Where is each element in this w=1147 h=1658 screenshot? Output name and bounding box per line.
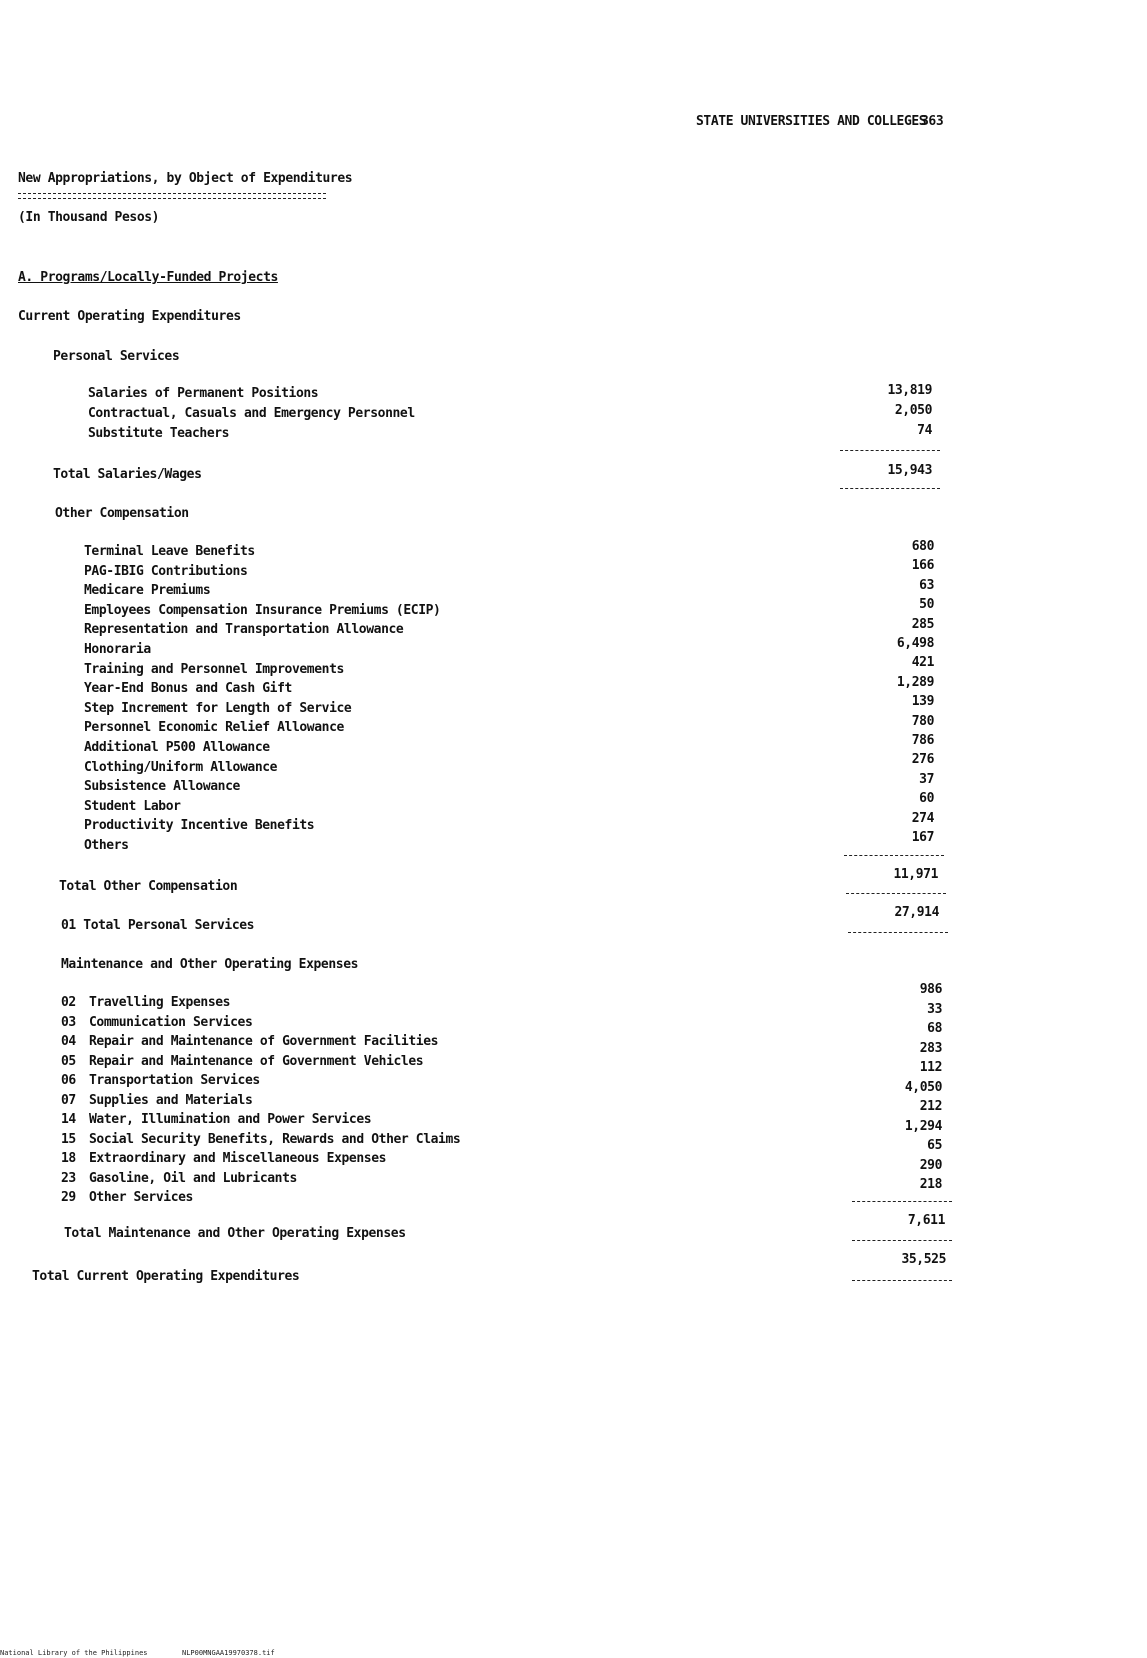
divider bbox=[844, 855, 944, 856]
mooe-label: Travelling Expenses bbox=[89, 995, 231, 1010]
mooe-value: 65 bbox=[927, 1138, 942, 1153]
other-comp-label: Honoraria bbox=[84, 642, 151, 657]
mooe-value: 212 bbox=[919, 1099, 942, 1114]
other-comp-value: 63 bbox=[919, 577, 934, 593]
other-comp-value: 421 bbox=[911, 655, 934, 671]
other-comp-label: PAG-IBIG Contributions bbox=[84, 563, 248, 579]
mooe-total-value: 7,611 bbox=[907, 1213, 945, 1228]
divider bbox=[840, 450, 940, 451]
page-title: New Appropriations, by Object of Expenditures bbox=[18, 171, 353, 186]
mooe-code: 29 bbox=[61, 1190, 76, 1205]
divider bbox=[848, 932, 948, 933]
footer-library: National Library of the Philippines bbox=[0, 1649, 148, 1657]
other-comp-label: Personnel Economic Relief Allowance bbox=[84, 720, 344, 736]
footer-file: NLP00MNGAA19970378.tif bbox=[182, 1649, 275, 1657]
mooe-label: Supplies and Materials bbox=[89, 1092, 253, 1108]
salary-label: Salaries of Permanent Positions bbox=[88, 386, 319, 401]
total-current-label: Total Current Operating Expenditures bbox=[32, 1269, 300, 1284]
divider bbox=[852, 1240, 952, 1241]
mooe-code: 02 bbox=[61, 995, 76, 1010]
other-comp-label: Productivity Incentive Benefits bbox=[84, 818, 315, 834]
salary-value: 13,819 bbox=[887, 383, 932, 398]
mooe-label: Gasoline, Oil and Lubricants bbox=[89, 1170, 297, 1186]
other-comp-value: 60 bbox=[919, 791, 934, 807]
mooe-value: 1,294 bbox=[904, 1118, 942, 1134]
other-comp-value: 166 bbox=[911, 558, 934, 574]
mooe-code: 18 bbox=[61, 1151, 76, 1166]
other-comp-label: Medicare Premiums bbox=[84, 583, 211, 599]
salary-label: Contractual, Casuals and Emergency Personnel bbox=[88, 406, 415, 421]
other-comp-value: 274 bbox=[911, 810, 934, 826]
other-comp-label: Subsistence Allowance bbox=[84, 779, 240, 795]
other-comp-value: 139 bbox=[911, 694, 934, 710]
mooe-label: Extraordinary and Miscellaneous Expenses bbox=[89, 1151, 387, 1166]
section-heading: A. Programs/Locally-Funded Projects bbox=[18, 270, 278, 285]
mooe-value: 283 bbox=[919, 1040, 942, 1056]
total-other-value: 11,971 bbox=[893, 867, 938, 882]
other-comp-value: 285 bbox=[911, 616, 934, 632]
other-comp-label: Year-End Bonus and Cash Gift bbox=[84, 681, 292, 697]
mooe-total-label: Total Maintenance and Other Operating Expenses bbox=[64, 1226, 406, 1241]
total-salaries-value: 15,943 bbox=[887, 463, 932, 478]
mooe-label: Transportation Services bbox=[89, 1073, 260, 1088]
other-comp-value: 680 bbox=[911, 539, 934, 554]
divider bbox=[852, 1280, 952, 1281]
mooe-value: 218 bbox=[919, 1177, 942, 1192]
other-comp-label: Additional P500 Allowance bbox=[84, 740, 270, 755]
mooe-value: 4,050 bbox=[904, 1079, 942, 1095]
other-comp-value: 276 bbox=[911, 752, 934, 768]
total-ps-label: 01 Total Personal Services bbox=[61, 918, 255, 933]
other-comp-value: 780 bbox=[911, 713, 934, 729]
total-ps-value: 27,914 bbox=[894, 905, 939, 920]
other-compensation-heading: Other Compensation bbox=[55, 506, 189, 521]
mooe-value: 290 bbox=[919, 1157, 942, 1173]
other-comp-value: 37 bbox=[919, 771, 934, 787]
other-comp-label: Training and Personnel Improvements bbox=[84, 661, 344, 677]
other-comp-label: Step Increment for Length of Service bbox=[84, 700, 352, 716]
mooe-value: 68 bbox=[927, 1021, 942, 1036]
personal-services-heading: Personal Services bbox=[53, 349, 180, 364]
mooe-code: 03 bbox=[61, 1014, 76, 1030]
mooe-code: 14 bbox=[61, 1112, 76, 1127]
mooe-code: 23 bbox=[61, 1170, 76, 1186]
other-comp-value: 1,289 bbox=[896, 674, 934, 690]
total-salaries-label: Total Salaries/Wages bbox=[53, 467, 202, 482]
mooe-value: 986 bbox=[919, 982, 942, 997]
mooe-code: 06 bbox=[61, 1073, 76, 1088]
salary-value: 2,050 bbox=[894, 403, 932, 418]
other-comp-value: 786 bbox=[911, 733, 934, 748]
mooe-label: Other Services bbox=[89, 1190, 193, 1205]
other-comp-label: Terminal Leave Benefits bbox=[84, 544, 255, 559]
mooe-label: Social Security Benefits, Rewards and Other Claims bbox=[89, 1131, 461, 1147]
page-subtitle: (In Thousand Pesos) bbox=[18, 210, 160, 225]
other-comp-value: 167 bbox=[911, 830, 934, 845]
total-current-value: 35,525 bbox=[901, 1252, 946, 1267]
other-comp-value: 50 bbox=[919, 597, 934, 613]
mooe-label: Communication Services bbox=[89, 1014, 253, 1030]
mooe-value: 33 bbox=[927, 1001, 942, 1017]
mooe-code: 15 bbox=[61, 1131, 76, 1147]
other-comp-label: Others bbox=[84, 838, 129, 853]
mooe-label: Water, Illumination and Power Services bbox=[89, 1112, 372, 1127]
divider bbox=[852, 1201, 952, 1202]
mooe-heading: Maintenance and Other Operating Expenses bbox=[61, 957, 359, 972]
current-operating-heading: Current Operating Expenditures bbox=[18, 309, 241, 324]
page-number: 363 bbox=[921, 114, 944, 129]
other-comp-label: Employees Compensation Insurance Premiums (ECIP) bbox=[84, 602, 441, 618]
other-comp-label: Representation and Transportation Allowance bbox=[84, 622, 404, 638]
running-title: STATE UNIVERSITIES AND COLLEGES bbox=[696, 114, 927, 129]
title-double-rule bbox=[18, 193, 326, 199]
divider bbox=[846, 893, 946, 894]
other-comp-label: Student Labor bbox=[84, 798, 181, 814]
other-comp-label: Clothing/Uniform Allowance bbox=[84, 759, 278, 775]
salary-value: 74 bbox=[917, 423, 932, 438]
other-comp-value: 6,498 bbox=[896, 636, 934, 651]
mooe-label: Repair and Maintenance of Government Vehicles bbox=[89, 1053, 424, 1069]
mooe-label: Repair and Maintenance of Government Facilities bbox=[89, 1034, 439, 1049]
mooe-code: 07 bbox=[61, 1092, 76, 1108]
mooe-code: 04 bbox=[61, 1034, 76, 1049]
total-other-label: Total Other Compensation bbox=[59, 879, 238, 894]
mooe-code: 05 bbox=[61, 1053, 76, 1069]
salary-label: Substitute Teachers bbox=[88, 426, 230, 441]
mooe-value: 112 bbox=[919, 1060, 942, 1075]
divider bbox=[840, 488, 940, 489]
